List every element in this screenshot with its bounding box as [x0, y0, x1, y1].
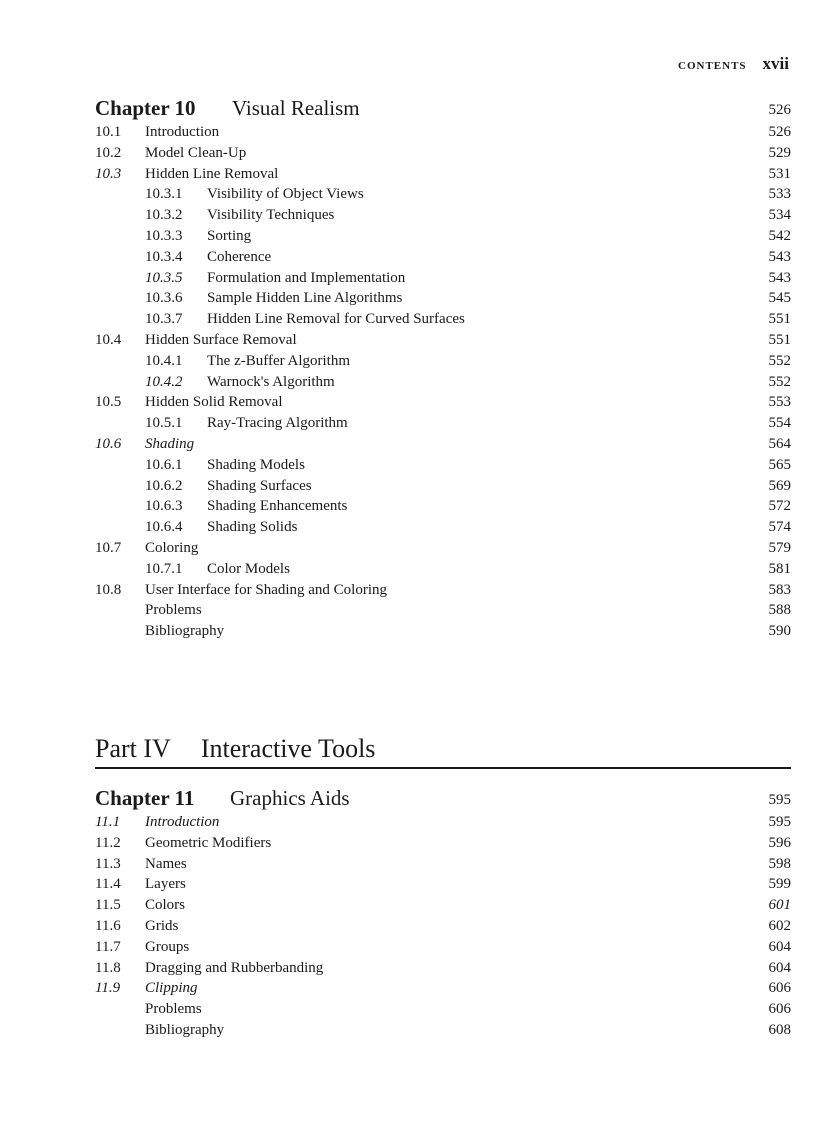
entry-title: Color Models — [207, 560, 290, 577]
entry-page: 606 — [768, 1001, 791, 1018]
entry-number: 11.6 — [95, 917, 121, 934]
entry-number: 10.6.4 — [145, 519, 183, 536]
entry-page: 602 — [768, 917, 791, 934]
toc-entry[interactable] — [95, 876, 791, 897]
toc-subentry[interactable] — [95, 186, 791, 207]
entry-number: 10.6 — [95, 435, 122, 452]
entry-number: 10.3.5 — [145, 269, 183, 286]
entry-number: 11.5 — [95, 897, 121, 914]
toc-subentry[interactable] — [95, 519, 791, 540]
toc-entry[interactable] — [95, 897, 791, 918]
entry-number: 10.3 — [95, 165, 122, 182]
entry-page: 526 — [768, 124, 791, 140]
entry-page: 551 — [768, 331, 791, 348]
toc-subentry[interactable] — [95, 270, 791, 291]
entry-number: 10.6.1 — [145, 456, 183, 473]
entry-title: Shading Enhancements — [207, 498, 348, 515]
entry-title: Introduction — [145, 814, 220, 830]
entry-page: 529 — [768, 144, 791, 161]
entry-page: 564 — [768, 435, 791, 452]
entry-number: 10.4 — [95, 331, 122, 348]
toc-entry[interactable] — [95, 145, 791, 166]
toc-subentry[interactable] — [95, 478, 791, 499]
chapter-title: Visual Realism — [232, 96, 360, 120]
entry-number: 11.3 — [95, 855, 121, 872]
entry-page: 542 — [768, 227, 791, 244]
toc-entry[interactable] — [95, 835, 791, 856]
entry-page: 604 — [768, 938, 791, 955]
entry-title: Bibliography — [145, 623, 225, 640]
entry-number: 10.3.7 — [145, 311, 183, 328]
entry-number: 10.8 — [95, 581, 122, 598]
toc-entry[interactable] — [95, 540, 791, 561]
chapter-page: 595 — [768, 792, 791, 808]
toc-entry[interactable] — [95, 394, 791, 415]
entry-title: Visibility Techniques — [207, 207, 335, 224]
entry-title: Hidden Line Removal for Curved Surfaces — [207, 311, 465, 328]
entry-page: 601 — [768, 897, 791, 914]
toc-subentry[interactable] — [95, 498, 791, 519]
entry-page: 533 — [768, 186, 791, 203]
part-number: Part IV — [95, 734, 171, 763]
toc-subentry[interactable] — [95, 228, 791, 249]
entry-title: Bibliography — [145, 1021, 225, 1038]
entry-page: 583 — [768, 581, 791, 598]
toc-entry[interactable] — [95, 332, 791, 353]
entry-number: 10.5 — [95, 394, 122, 411]
entry-number: 10.4.1 — [145, 352, 183, 369]
toc-subentry[interactable] — [95, 457, 791, 478]
entry-title: Clipping — [145, 980, 198, 997]
toc-subentry[interactable] — [95, 311, 791, 332]
entry-title: Coherence — [207, 248, 272, 265]
toc-subentry[interactable] — [95, 561, 791, 582]
chapter-title: Graphics Aids — [230, 786, 350, 810]
toc-entry-problems[interactable] — [95, 1001, 791, 1022]
entry-page: 543 — [768, 269, 791, 286]
entry-number: 11.2 — [95, 834, 121, 851]
entry-page: 595 — [768, 814, 791, 830]
entry-number: 10.3.2 — [145, 207, 183, 224]
entry-page: 545 — [768, 290, 791, 307]
entry-title: Shading — [145, 435, 195, 452]
entry-number: 10.7.1 — [145, 560, 183, 577]
entry-page: 552 — [768, 373, 791, 390]
chapter-11-block — [95, 786, 791, 1043]
entry-title: Model Clean-Up — [145, 144, 247, 161]
entry-title: Problems — [145, 1001, 202, 1018]
entry-title: Layers — [145, 876, 186, 893]
entry-page: 598 — [768, 855, 791, 872]
part-title: Interactive Tools — [200, 734, 376, 763]
toc-entry[interactable] — [95, 582, 791, 603]
page-number: xvii — [762, 54, 789, 73]
entry-page: 604 — [768, 959, 791, 976]
entry-number: 10.3.6 — [145, 290, 183, 307]
toc-subentry[interactable] — [95, 353, 791, 374]
entry-title: Geometric Modifiers — [145, 834, 272, 851]
toc-entry[interactable] — [95, 124, 791, 145]
entry-title: Groups — [145, 938, 190, 955]
toc-entry[interactable] — [95, 960, 791, 981]
entry-number: 11.9 — [95, 980, 121, 997]
entry-page: 581 — [768, 560, 791, 577]
entry-number: 11.4 — [95, 876, 121, 893]
entry-number: 10.5.1 — [145, 415, 183, 432]
chapter-page: 526 — [768, 102, 791, 118]
entry-title: Hidden Solid Removal — [145, 394, 283, 411]
entry-page: 588 — [768, 602, 791, 619]
entry-page: 554 — [768, 415, 791, 432]
entry-page: 572 — [768, 498, 791, 515]
toc-entry[interactable] — [95, 814, 791, 835]
entry-title: Grids — [145, 917, 179, 934]
entry-title: Formulation and Implementation — [207, 269, 406, 286]
entry-title: Hidden Surface Removal — [145, 331, 297, 348]
entry-page: 574 — [768, 519, 791, 536]
toc-subentry[interactable] — [95, 290, 791, 311]
entry-title: Names — [145, 855, 187, 872]
entry-number: 11.1 — [95, 814, 121, 830]
toc-entry[interactable] — [95, 856, 791, 877]
entry-page: 606 — [768, 980, 791, 997]
entry-number: 10.6.3 — [145, 498, 183, 515]
toc-subentry[interactable] — [95, 415, 791, 436]
entry-number: 10.4.2 — [145, 373, 183, 390]
entry-page: 552 — [768, 352, 791, 369]
toc-entry[interactable] — [95, 918, 791, 939]
entry-title: Problems — [145, 602, 202, 619]
entry-page: 553 — [768, 394, 791, 411]
entry-title: Visibility of Object Views — [207, 186, 364, 203]
entry-title: The z-Buffer Algorithm — [207, 352, 351, 369]
entry-page: 599 — [768, 876, 791, 893]
entry-number: 10.1 — [95, 124, 122, 140]
entry-title: Coloring — [145, 539, 199, 556]
entry-number: 10.3.3 — [145, 227, 183, 244]
entry-page: 569 — [768, 477, 791, 494]
chapter-10-block — [95, 96, 791, 644]
entry-number: 11.7 — [95, 938, 121, 955]
chapter-10-heading[interactable] — [95, 96, 791, 124]
entry-title: Sample Hidden Line Algorithms — [207, 290, 403, 307]
entry-title: Ray-Tracing Algorithm — [207, 415, 348, 432]
toc-subentry[interactable] — [95, 207, 791, 228]
entry-title: Warnock's Algorithm — [207, 373, 335, 390]
chapter-11-entries — [95, 814, 791, 1043]
chapter-number: Chapter 10 — [95, 96, 196, 120]
entry-title: Colors — [145, 897, 186, 914]
toc-subentry[interactable] — [95, 374, 791, 395]
entry-number: 10.6.2 — [145, 477, 183, 494]
entry-title: Shading Models — [207, 456, 305, 473]
entry-page: 596 — [768, 834, 791, 851]
entry-page: 534 — [768, 207, 791, 224]
running-head — [678, 54, 789, 74]
entry-page: 531 — [768, 165, 791, 182]
entry-page: 608 — [768, 1021, 791, 1038]
entry-page: 579 — [768, 539, 791, 556]
toc-entry[interactable] — [95, 166, 791, 187]
toc-entry[interactable] — [95, 436, 791, 457]
entry-title: User Interface for Shading and Coloring — [145, 581, 388, 598]
toc-entry-bibliography[interactable] — [95, 623, 791, 644]
entry-number: 10.2 — [95, 144, 122, 161]
entry-page: 543 — [768, 248, 791, 265]
entry-number: 10.3.4 — [145, 248, 183, 265]
toc-subentry[interactable] — [95, 249, 791, 270]
chapter-number: Chapter 11 — [95, 786, 195, 810]
toc-entry-problems[interactable] — [95, 602, 791, 623]
entry-title: Sorting — [207, 227, 252, 244]
entry-title: Shading Solids — [207, 519, 298, 536]
part-heading — [95, 734, 791, 769]
chapter-10-entries — [95, 124, 791, 644]
entry-title: Dragging and Rubberbanding — [145, 959, 324, 976]
entry-page: 551 — [768, 311, 791, 328]
entry-page: 565 — [768, 456, 791, 473]
entry-number: 11.8 — [95, 959, 121, 976]
entry-title: Shading Surfaces — [207, 477, 312, 494]
entry-page: 590 — [768, 623, 791, 640]
toc-entry[interactable] — [95, 980, 791, 1001]
chapter-11-heading[interactable] — [95, 786, 791, 814]
entry-number: 10.3.1 — [145, 186, 183, 203]
running-head-label: CONTENTS — [678, 60, 747, 72]
entry-title: Introduction — [145, 124, 220, 140]
entry-title: Hidden Line Removal — [145, 165, 279, 182]
entry-number: 10.7 — [95, 539, 122, 556]
toc-entry-bibliography[interactable] — [95, 1022, 791, 1043]
toc-entry[interactable] — [95, 939, 791, 960]
